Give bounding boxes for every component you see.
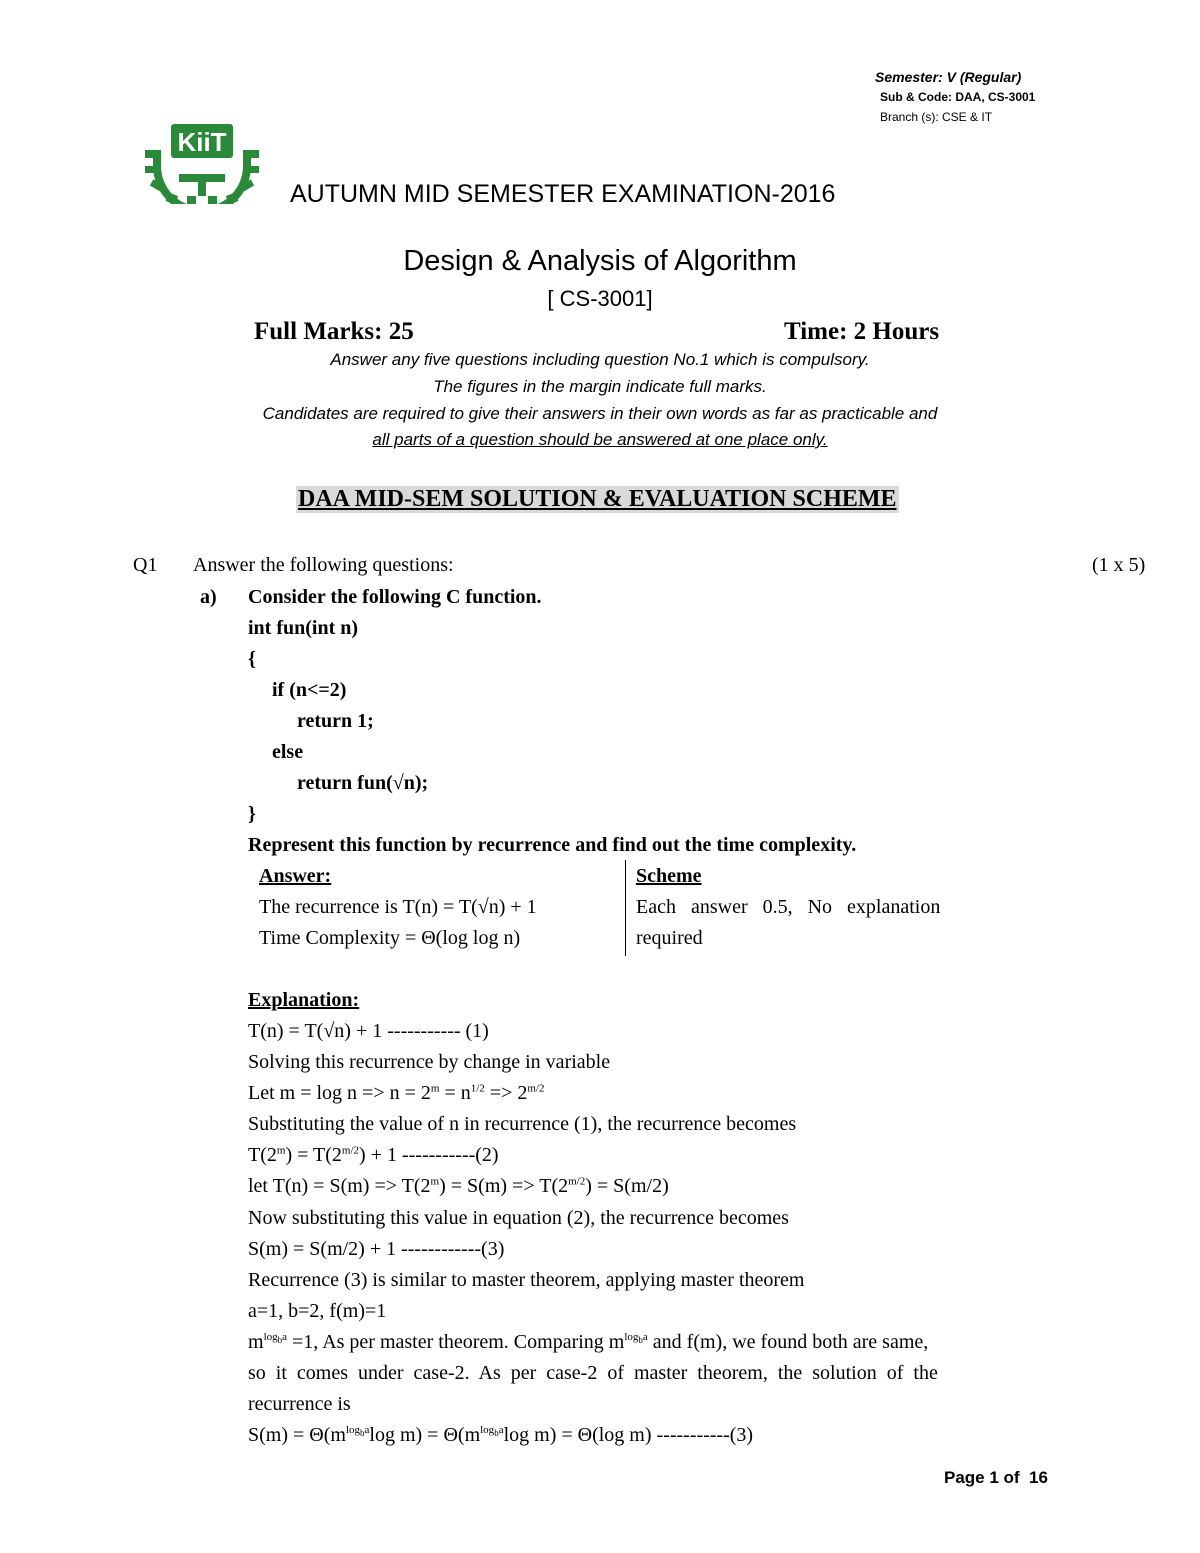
explanation-line: so it comes under case-2. As per case-2 of master theorem, the solution of the	[248, 1362, 938, 1384]
answer-line: The recurrence is T(n) = T(√n) + 1	[259, 896, 537, 918]
code-line: }	[248, 803, 256, 825]
scheme-heading: Scheme	[636, 865, 702, 887]
full-marks: Full Marks: 25	[254, 318, 414, 345]
instruction-line: all parts of a question should be answered at one place only.	[372, 430, 828, 449]
explanation-line: Substituting the value of n in recurrence (1), the recurrence becomes	[248, 1113, 797, 1135]
explanation-line: let $T(n) = S(m) => T(2^m) = S(m) => T(2^{m/2}) = S(m/2)$	[248, 1175, 669, 1197]
solution-heading: DAA MID-SEM SOLUTION & EVALUATION SCHEME	[298, 486, 897, 512]
page-number: Page 1 of 16	[944, 1468, 1048, 1487]
instruction-line: Answer any five questions including question No.1 which is compulsory.	[330, 350, 870, 369]
instruction-line: Candidates are required to give their answers in their own words as far as practicable and	[262, 404, 938, 423]
table-divider	[625, 860, 626, 956]
course-code: [ CS-3001]	[547, 286, 653, 311]
explanation-line: Now substituting this value in equation (2), the recurrence becomes	[248, 1207, 789, 1229]
course-title: Design & Analysis of Algorithm	[403, 245, 797, 277]
logo-text: KiiT	[177, 127, 227, 157]
explanation-line: recurrence is	[248, 1393, 351, 1415]
code-line: if (n<=2)	[272, 679, 347, 701]
code-line: return 1;	[297, 710, 374, 732]
code-line: return fun(√n);	[297, 772, 429, 794]
code-line: {	[248, 648, 256, 670]
explanation-line: T(n) = T(√n) + 1 ----------- (1)	[248, 1020, 489, 1042]
explanation-line: $m^{log_ba} =1$, As per master theorem. Comparing $m^{log_ba}$ and f(m), we found both are same,	[248, 1331, 929, 1353]
scheme-line: Each answer 0.5, No explanation	[636, 896, 941, 918]
question-text: Answer the following questions:	[193, 554, 454, 576]
scheme-line: required	[636, 927, 703, 949]
explanation-line: Let $m = \log n => n = 2^m = n^{1/2} => 2^{m/2}$	[248, 1082, 545, 1104]
explanation-line: a=1, b=2, f(m)=1	[248, 1300, 387, 1322]
subquestion-text: Consider the following C function.	[248, 586, 542, 608]
university-logo	[143, 122, 261, 204]
exam-title: AUTUMN MID SEMESTER EXAMINATION-2016	[290, 180, 836, 208]
subquestion-label: a)	[200, 586, 217, 608]
explanation-line: Recurrence (3) is similar to master theorem, applying master theorem	[248, 1269, 805, 1291]
instruction-line: The figures in the margin indicate full marks.	[433, 377, 767, 396]
branch-info: Branch (s): CSE & IT	[880, 110, 993, 124]
code-line: int fun(int n)	[248, 617, 359, 639]
explanation-line: Solving this recurrence by change in variable	[248, 1051, 611, 1073]
explanation-line: $T(2^m) = T(2^{m/2}) + 1$ -----------(2)	[248, 1144, 499, 1166]
subquestion-prompt: Represent this function by recurrence and find out the time complexity.	[248, 834, 857, 856]
subject-code-info: Sub & Code: DAA, CS-3001	[880, 90, 1036, 104]
exam-time: Time: 2 Hours	[784, 318, 940, 345]
explanation-line: $S(m) = \Theta(m^{log_ba}\log$ $m) = \Theta(m^{log_ba}\log$ m) = Θ(log m) -----------(3)	[248, 1424, 754, 1446]
explanation-line: S(m) = S(m/2) + 1 ------------(3)	[248, 1238, 505, 1260]
semester-info: Semester: V (Regular)	[875, 69, 1022, 85]
question-marks: (1 x 5)	[1092, 554, 1146, 576]
answer-line: Time Complexity = Θ(log log n)	[259, 927, 521, 949]
question-number: Q1	[133, 554, 158, 576]
answer-heading: Answer:	[259, 865, 332, 887]
code-line: else	[272, 741, 304, 763]
explanation-heading: Explanation:	[248, 989, 360, 1011]
